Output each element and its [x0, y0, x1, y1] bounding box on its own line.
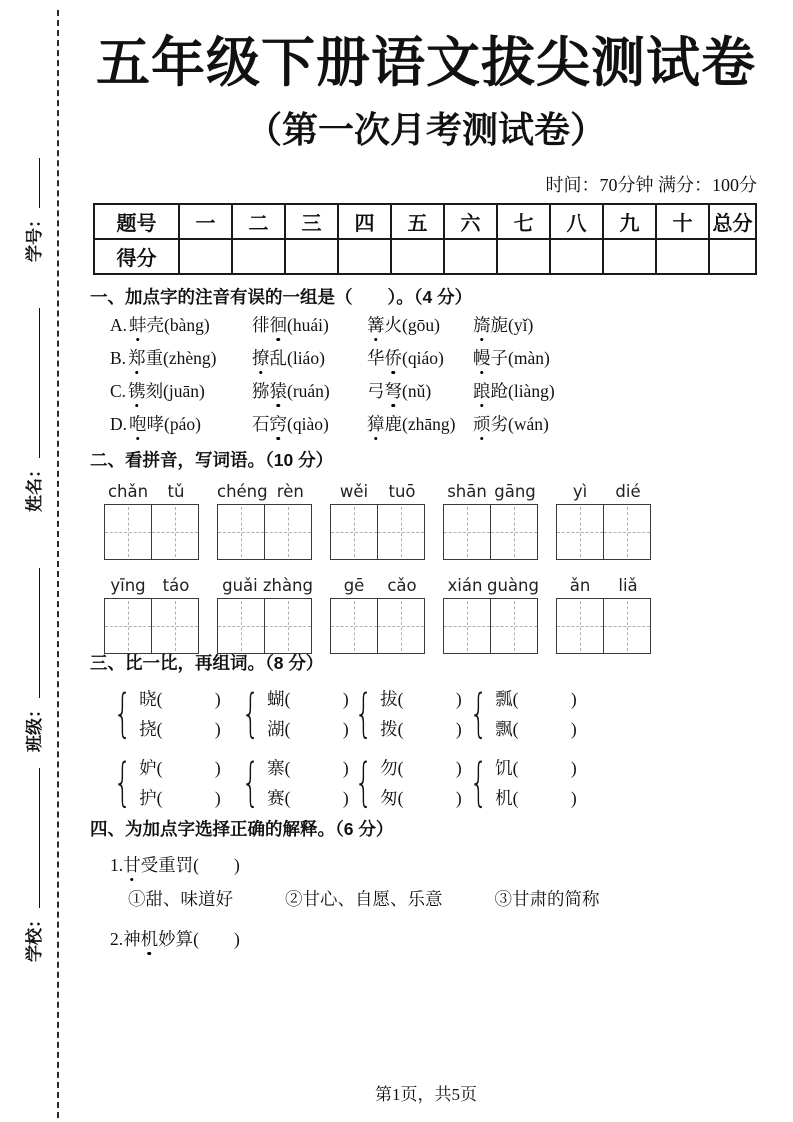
q4-item-1-options [90, 883, 762, 915]
word-pair: { 蝴( ) 湖( ) [241, 684, 349, 744]
score-table-cell: 十 [656, 204, 709, 239]
sidebar-label: 班级： [25, 701, 44, 752]
writing-box [490, 599, 537, 653]
question-3-heading: 三、比一比，再组词。（8 分） [90, 653, 324, 673]
pinyin-label: chǎn tǔ [107, 482, 185, 501]
writing-box-pair [330, 504, 425, 560]
word-cell: C. 镌刻(juān) [110, 381, 205, 401]
word-cell: 幔子(màn) [473, 348, 550, 368]
word-cell: 踉跄(liàng) [473, 381, 555, 401]
word-pair: { 寨( ) 赛( ) [241, 753, 349, 813]
word-pair: { 拔( ) 拨( ) [354, 684, 462, 744]
brace-icon: { [469, 684, 488, 744]
pinyin-label: ǎn liǎ [569, 576, 638, 595]
writing-box-pair [104, 598, 199, 654]
brace-icon: { [241, 753, 260, 813]
score-table [93, 203, 757, 275]
dotted-char: 猿 [269, 381, 287, 401]
word-cell: D. 咆哮(páo) [110, 414, 201, 434]
word-pair-row [90, 753, 762, 813]
dotted-char: 幔 [473, 348, 491, 368]
writing-box [331, 599, 377, 653]
word-pair: { 瓢( ) 飘( ) [469, 684, 577, 744]
pinyin-label: yīng táo [110, 576, 190, 595]
dotted-char: 踉 [473, 381, 491, 401]
word-cell: 石窍(qiào) [252, 414, 329, 434]
question-3-section [90, 650, 762, 813]
writing-box [490, 505, 537, 559]
sidebar-field-name [20, 308, 45, 512]
question-4-section [90, 816, 762, 955]
pinyin-group [443, 576, 539, 654]
pinyin-row [104, 482, 652, 560]
sidebar-label: 学号： [25, 211, 44, 262]
blank-line [23, 158, 40, 208]
word-pair-row [90, 684, 762, 744]
question-1-section [90, 284, 762, 441]
pinyin-group [217, 576, 313, 654]
writing-box [151, 505, 198, 559]
score-table-cell: 四 [338, 204, 391, 239]
score-table-empty-cell [603, 239, 656, 274]
score-table-empty-cell [391, 239, 444, 274]
score-table-cell: 得分 [94, 239, 179, 274]
dotted-char: 徊 [269, 315, 287, 335]
q1-option-row-d [90, 408, 762, 441]
score-table-score-row [94, 239, 756, 274]
brace-icon: { [241, 684, 260, 744]
score-table-cell: 八 [550, 204, 603, 239]
sidebar-label: 学校： [25, 911, 44, 962]
score-table-empty-cell [232, 239, 285, 274]
word-cell: 华侨(qiáo) [367, 348, 444, 368]
pinyin-label: guǎi zhàng [222, 576, 313, 595]
q1-option-row-a [90, 309, 762, 342]
pinyin-group [104, 482, 200, 560]
pinyin-label: wěi tuō [339, 482, 416, 501]
writing-box [603, 505, 650, 559]
score-table-cell: 总分 [709, 204, 756, 239]
score-table-empty-cell [444, 239, 497, 274]
writing-box-pair [556, 598, 651, 654]
score-table-cell: 六 [444, 204, 497, 239]
dotted-char: 郑 [128, 348, 146, 368]
writing-box [603, 599, 650, 653]
score-table-empty-cell [656, 239, 709, 274]
dotted-char: 侨 [384, 348, 402, 368]
brace-icon: { [113, 684, 132, 744]
option-item: ①甜、味道好 [128, 889, 233, 909]
writing-box [557, 505, 603, 559]
writing-box-pair [443, 504, 538, 560]
word-pair: { 晓( ) 挠( ) [113, 684, 221, 744]
q1-option-row-c [90, 375, 762, 408]
writing-box-pair [330, 598, 425, 654]
pinyin-group [330, 482, 426, 560]
writing-box [377, 505, 424, 559]
writing-box [264, 505, 311, 559]
option-item: ②甘心、自愿、乐意 [285, 889, 443, 909]
sidebar-label: 姓名： [25, 461, 44, 512]
writing-box [377, 599, 424, 653]
writing-box-pair [217, 504, 312, 560]
option-item: ③甘肃的简称 [494, 889, 600, 909]
writing-box [218, 505, 264, 559]
question-1-heading: 一、加点字的注音有误的一组是（ ）。（4 分） [90, 287, 473, 307]
dotted-char: 窍 [269, 414, 287, 434]
dotted-char: 顽 [473, 414, 491, 434]
dotted-char: 机 [140, 929, 159, 949]
word-cell: 弓弩(nǔ) [367, 381, 432, 401]
page-title: 五年级下册语文拔尖测试卷 [96, 33, 756, 93]
score-table-cell: 五 [391, 204, 444, 239]
writing-box [557, 599, 603, 653]
writing-box-pair [443, 598, 538, 654]
writing-box [264, 599, 311, 653]
word-cell: A. 蚌壳(bàng) [110, 315, 210, 335]
word-cell: 猕猿(ruán) [252, 381, 330, 401]
dotted-char: 弩 [384, 381, 402, 401]
score-table-empty-cell [338, 239, 391, 274]
pinyin-label: gē cǎo [343, 576, 417, 595]
brace-icon: { [113, 753, 132, 813]
pinyin-group [330, 576, 426, 654]
score-table-cell: 九 [603, 204, 656, 239]
brace-icon: { [354, 684, 373, 744]
dotted-char: 旖 [473, 315, 491, 335]
writing-box [444, 505, 490, 559]
page-footer: 第1页，共5页 [375, 1085, 477, 1104]
brace-icon: { [354, 753, 373, 813]
word-cell: 顽劣(wán) [473, 414, 549, 434]
word-pair: { 勿( ) 匆( ) [354, 753, 462, 813]
writing-box-pair [556, 504, 651, 560]
pinyin-label: shān gāng [447, 482, 536, 501]
dotted-char: 甘 [123, 855, 141, 875]
score-table-empty-cell [179, 239, 232, 274]
score-table-header-row [94, 204, 756, 239]
pinyin-label: yì dié [572, 482, 641, 501]
page-subtitle: （第一次月考测试卷） [245, 110, 606, 150]
q4-item-2: 2.神机妙算( ) [110, 929, 240, 949]
dotted-char: 镌 [128, 381, 146, 401]
writing-box [105, 599, 151, 653]
question-4-heading: 四、为加点字选择正确的解释。（6 分） [90, 819, 394, 839]
pinyin-group [443, 482, 539, 560]
word-pair: { 妒( ) 护( ) [113, 753, 221, 813]
pinyin-group [104, 576, 200, 654]
score-table-empty-cell [709, 239, 756, 274]
word-pair: { 饥( ) 机( ) [469, 753, 577, 813]
word-cell: 徘徊(huái) [252, 315, 329, 335]
q1-option-row-b [90, 342, 762, 375]
blank-line [23, 568, 40, 698]
question-2-section [90, 447, 762, 654]
writing-box [218, 599, 264, 653]
blank-line [23, 768, 40, 908]
writing-box [151, 599, 198, 653]
dotted-char: 咆 [129, 414, 147, 434]
pinyin-label: chéng rèn [217, 482, 304, 501]
word-cell: B. 郑重(zhèng) [110, 348, 217, 368]
score-table-cell: 一 [179, 204, 232, 239]
pinyin-group [556, 576, 652, 654]
question-2-heading: 二、看拼音，写词语。（10 分） [90, 450, 334, 470]
dotted-char: 獐 [367, 414, 385, 434]
pinyin-label: xián guàng [447, 576, 539, 595]
score-table-empty-cell [285, 239, 338, 274]
score-table-empty-cell [497, 239, 550, 274]
score-table-cell: 三 [285, 204, 338, 239]
dotted-char: 篝 [367, 315, 385, 335]
sidebar-field-school [20, 768, 45, 962]
writing-box-pair [217, 598, 312, 654]
sidebar-field-class [20, 568, 45, 752]
pinyin-group [556, 482, 652, 560]
score-table-cell: 七 [497, 204, 550, 239]
q4-item-1: 1.甘受重罚( ) [110, 855, 240, 875]
brace-icon: { [469, 753, 488, 813]
writing-box-pair [104, 504, 199, 560]
word-cell: 篝火(gōu) [367, 315, 440, 335]
score-table-cell: 二 [232, 204, 285, 239]
dotted-char: 撩 [252, 348, 270, 368]
score-table-empty-cell [550, 239, 603, 274]
blank-line [23, 308, 40, 458]
pinyin-group [217, 482, 313, 560]
word-cell: 撩乱(liáo) [252, 348, 325, 368]
word-cell: 旖旎(yǐ) [473, 315, 534, 335]
score-table-cell: 题号 [94, 204, 179, 239]
word-cell: 獐鹿(zhāng) [367, 414, 456, 434]
pinyin-row [104, 576, 652, 654]
writing-box [444, 599, 490, 653]
writing-box [331, 505, 377, 559]
exam-meta: 时间：70分钟 满分：100分 [545, 175, 757, 195]
writing-box [105, 505, 151, 559]
sidebar-field-student-number [20, 158, 45, 262]
dotted-char: 蚌 [129, 315, 147, 335]
cut-line [57, 10, 59, 1118]
